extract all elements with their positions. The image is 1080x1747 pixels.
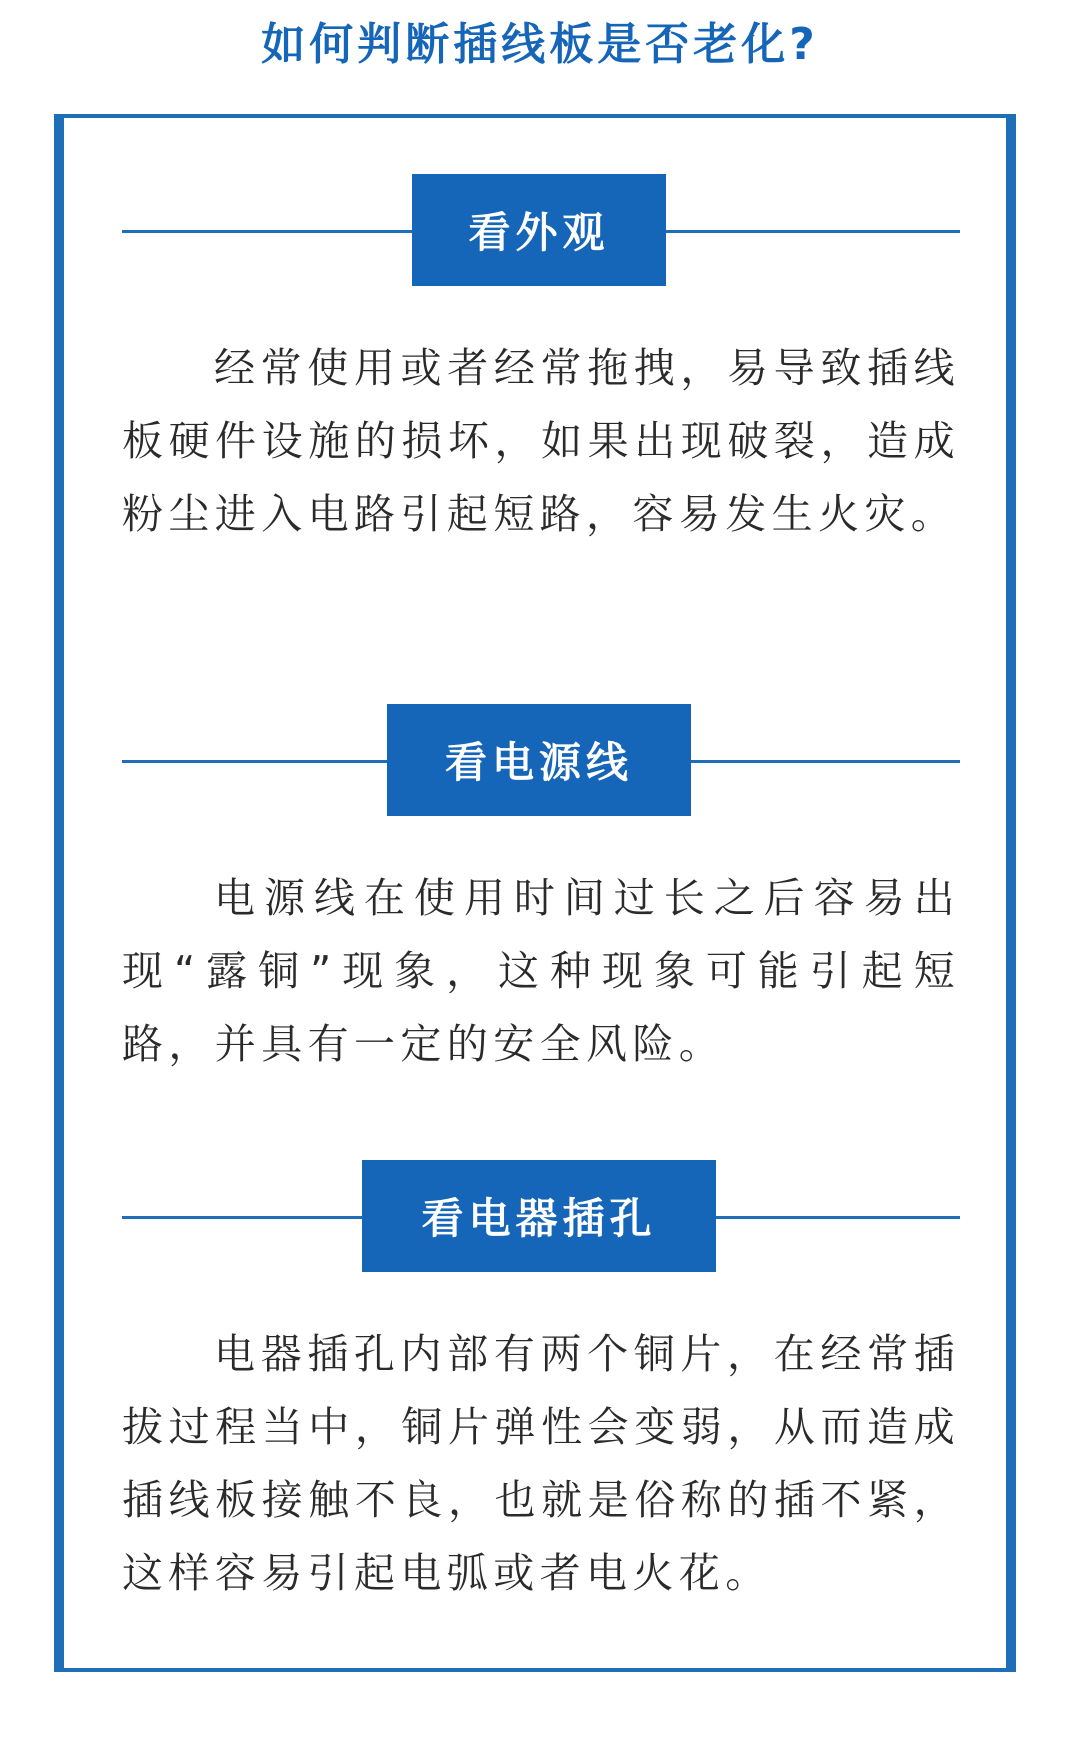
section-body-power-cord: 电源线在使用时间过长之后容易出现“露铜”现象，这种现象可能引起短路，并具有一定的安全风险。 xyxy=(122,874,960,1068)
section-heading-sockets: 看电器插孔 xyxy=(362,1160,716,1272)
section-body-appearance: 经常使用或者经常拖拽，易导致插线板硬件设施的损坏，如果出现破裂，造成粉尘进入电路引起短路，容易发生火灾。 xyxy=(122,344,960,538)
section-heading-appearance: 看外观 xyxy=(412,174,666,286)
page-title: 如何判断插线板是否老化? xyxy=(261,19,819,70)
section-heading-power-cord: 看电源线 xyxy=(387,704,691,816)
section-body-sockets: 电器插孔内部有两个铜片，在经常插拔过程当中，铜片弹性会变弱，从而造成插线板接触不良，也就是俗称的插不紧，这样容易引起电弧或者电火花。 xyxy=(122,1330,960,1597)
